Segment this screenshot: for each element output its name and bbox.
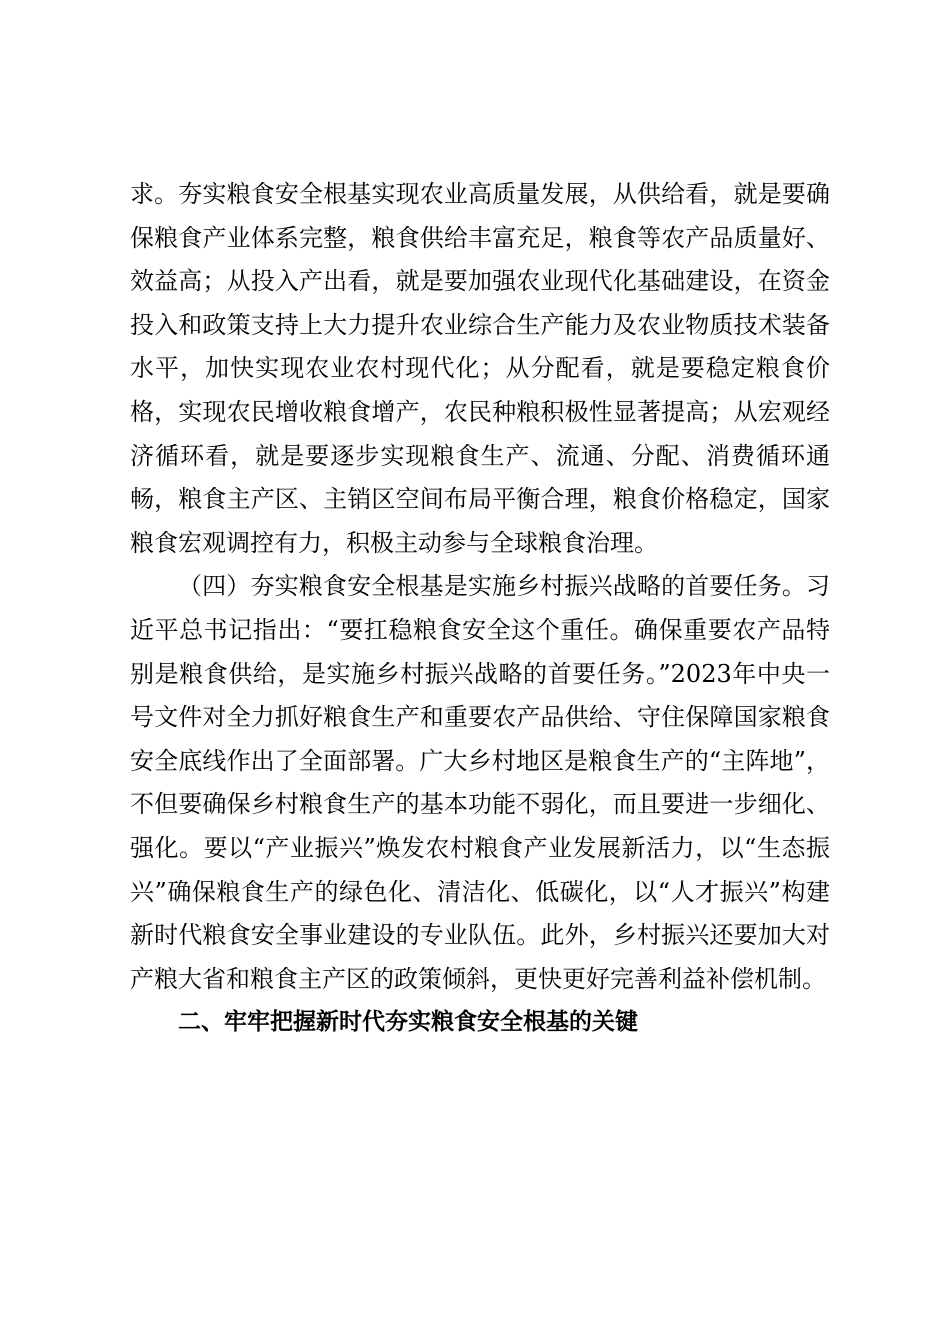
paragraph-section-four: （四）夯实粮食安全根基是实施乡村振兴战略的首要任务。习近平总书记指出：“要扛稳粮食安全这个重任。确保重要农产品特别是粮食供给，是实施乡村振兴战略的首要任务。”2023年中央一号文件对全力抓好粮食生产和重要农产品供给、守住保障国家粮食安全底线作出了全面部署。广大乡村地区是粮食生产的“主阵地”，不但要确保乡村粮食生产的基本功能不弱化，而且要进一步细化、强化。要以“产业振兴”焕发农村粮食产业发展新活力，以“生态振兴”确保粮食生产的绿色化、清洁化、低碳化，以“人才振兴”构建新时代粮食安全事业建设的专业队伍。此外，乡村振兴还要加大对产粮大省和粮食主产区的政策倾斜，更快更好完善利益补偿机制。	[130, 572, 830, 993]
document-body	[130, 173, 830, 1045]
section-heading: 二、牢牢把握新时代夯实粮食安全根基的关键	[178, 1009, 638, 1036]
paragraph-continuation: 求。夯实粮食安全根基实现农业高质量发展，从供给看，就是要确保粮食产业体系完整，粮食供给丰富充足，粮食等农产品质量好、效益高；从投入产出看，就是要加强农业现代化基础建设，在资金投入和政策支持上大力提升农业综合生产能力及农业物质技术装备水平，加快实现农业农村现代化；从分配看，就是要稳定粮食价格，实现农民增收粮食增产，农民种粮积极性显著提高；从宏观经济循环看，就是要逐步实现粮食生产、流通、分配、消费循环通畅，粮食主产区、主销区空间布局平衡合理，粮食价格稳定，国家粮食宏观调控有力，积极主动参与全球粮食治理。	[130, 180, 830, 557]
